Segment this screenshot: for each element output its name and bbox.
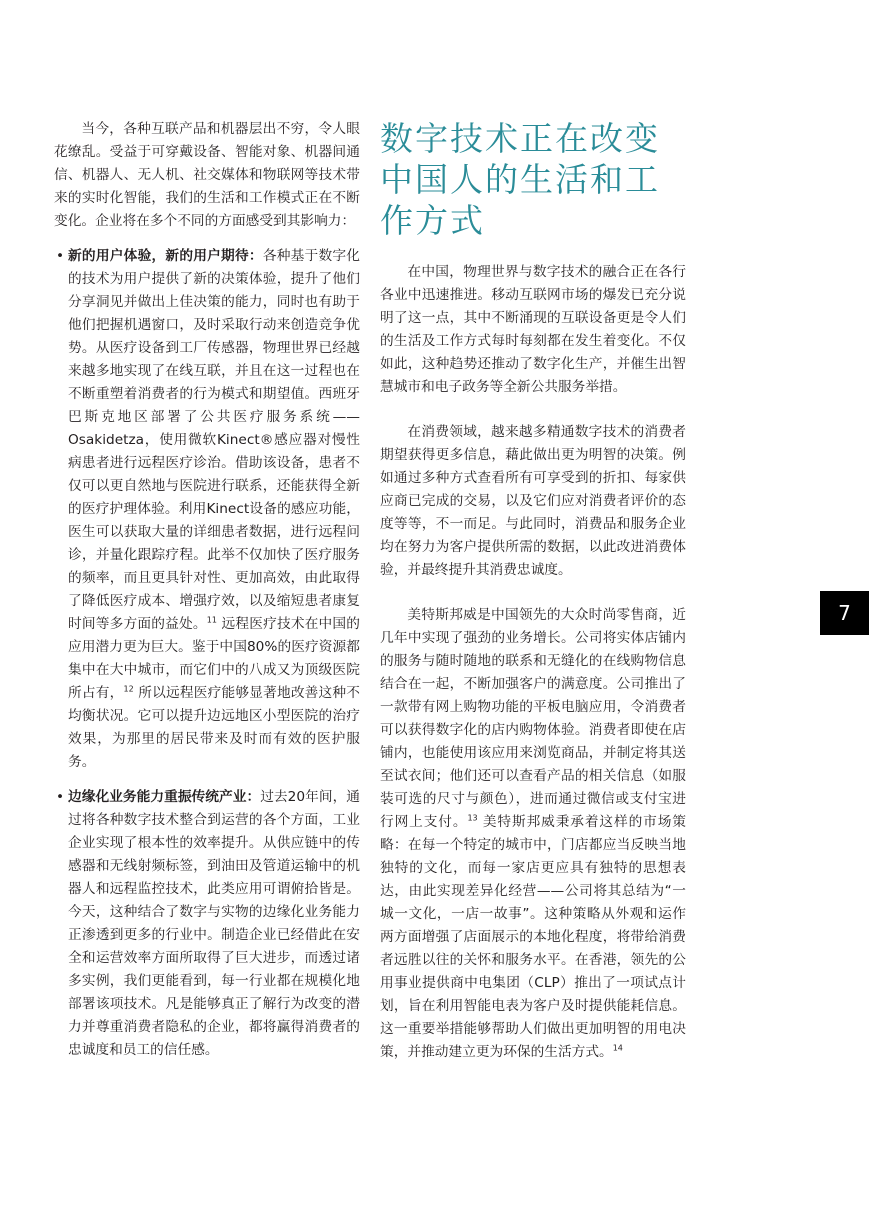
- bullet-item-user-experience: [54, 245, 360, 774]
- bullet-marker: •: [56, 248, 65, 264]
- bullet-text: 各种基于数字化的技术为用户提供了新的决策体验，提升了他们分享洞见并做出上佳决策的能力，同时也有助于他们把握机遇窗口，及时采取行动来创造竞争优势。从医疗设备到工厂传感器，物理世界已经越来越多地实现了在线互联，并且在这一过程也在不断重塑着消费者的行为模式和期望值。西班牙巴斯克地区部署了公共医疗服务系统——Osakidetza，使用微软Kinect®感应器对慢性病患者进行远程医疗诊治。借助该设备，患者不仅可以更自然地与医院进行联系，还能获得全新的医疗护理体验。利用Kinect设备的感应功能，医生可以获取大量的详细患者数据，进行远程问诊，并量化跟踪疗程。此举不仅加快了医疗服务的频率，而且更具针对性、更加高效，由此取得了降低医疗成本、增强疗效，以及缩短患者康复时间等多方面的益处。: [68, 248, 360, 632]
- bullet-title: 边缘化业务能力重振传统产业：: [68, 789, 261, 805]
- intro-paragraph: 当今，各种互联产品和机器层出不穷，令人眼花缭乱。受益于可穿戴设备、智能对象、机器间通信、机器人、无人机、社交媒体和物联网等技术带来的实时化智能，我们的生活和工作模式正在不断变化。企业将在多个不同的方面感受到其影响力：: [54, 121, 360, 229]
- paragraph-digital-integration: 在中国，物理世界与数字技术的融合正在各行各业中迅速推进。移动互联网市场的爆发已充分说明了这一点，其中不断涌现的互联设备更是令人们的生活及工作方式每时每刻都在发生着变化。不仅如此，这种趋势还推动了数字化生产，并催生出智慧城市和电子政务等全新公共服务举措。: [380, 264, 686, 395]
- left-column: [54, 118, 360, 1062]
- section-heading: 数字技术正在改变中国人的生活和工作方式: [380, 119, 660, 240]
- paragraph-metersbonwe: [380, 604, 686, 1064]
- bullet-paragraph: [68, 245, 360, 774]
- footnote-ref: 14: [612, 1043, 623, 1053]
- paragraph-text: 美特斯邦威是中国领先的大众时尚零售商，近几年中实现了强劲的业务增长。公司将实体店铺内的服务与随时随地的联系和无缝化的在线购物信息结合在一起，不断加强客户的满意度。公司推出了一款带有网上购物功能的平板电脑应用，令消费者可以获得数字化的店内购物体验。消费者即使在店铺内，也能使用该应用来浏览商品，并制定将其送至试衣间；他们还可以查看产品的相关信息（如服装可选的尺寸与颜色），进而通过微信或支付宝进行网上支付。: [380, 607, 686, 830]
- footnote-ref: 12: [123, 684, 134, 694]
- bullet-paragraph: [68, 786, 360, 1062]
- paragraph-consumer: 在消费领域，越来越多精通数字技术的消费者期望获得更多信息，藉此做出更为明智的决策。例如通过多种方式查看所有可享受到的折扣、每家供应商已完成的交易，以及它们应对消费者评价的态度等等，不一而足。与此同时，消费品和服务企业均在努力为客户提供所需的数据，以此改进消费体验，并最终提升其消费忠诚度。: [380, 424, 686, 578]
- bullet-marker: •: [56, 789, 65, 805]
- bullet-text: 过去20年间，通过将各种数字技术整合到运营的各个方面，工业企业实现了根本性的效率提升。从供应链中的传感器和无线射频标签，到油田及管道运输中的机器人和远程监控技术，此类应用可谓俯拾皆是。今天，这种结合了数字与实物的边缘化业务能力正渗透到更多的行业中。制造企业已经借此在安全和运营效率方面所取得了巨大进步，而透过诸多实例，我们更能看到，每一行业都在规模化地部署该项技术。凡是能够真正了解行为改变的潜力并尊重消费者隐私的企业，都将赢得消费者的忠诚度和员工的信任感。: [68, 789, 360, 1058]
- bullet-text: 所以远程医疗能够显著地改善这种不均衡状况。它可以提升边远地区小型医院的治疗效果，为那里的居民带来及时而有效的医护服务。: [68, 685, 360, 770]
- page-number-tab: [820, 591, 869, 635]
- right-column: [380, 118, 686, 1064]
- paragraph-text: 美特斯邦威秉承着这样的市场策略：在每一个特定的城市中，门店都应当反映当地独特的文化，而每一家店更应具有独特的思想表达，由此实现差异化经营——公司将其总结为“一城一文化，一店一故事”。这种策略从外观和运作两方面增强了店面展示的本地化程度，将带给消费者远胜以往的关怀和服务水平。在香港，领先的公用事业提供商中电集团（CLP）推出了一项试点计划，旨在利用智能电表为客户及时提供能耗信息。这一重要举措能够帮助人们做出更加明智的用电决策，并推动建立更为环保的生活方式。: [380, 814, 686, 1060]
- bullet-title: 新的用户体验，新的用户期待：: [68, 248, 263, 264]
- footnote-ref: 11: [206, 615, 217, 625]
- bullet-item-edge-capabilities: [54, 786, 360, 1062]
- page-number: 7: [838, 601, 851, 625]
- footnote-ref: 13: [467, 813, 478, 823]
- bullet-text: 远程医疗技术在中国的应用潜力更为巨大。鉴于中国80%的医疗资源都集中在大中城市，而它们中的八成又为顶级医院所占有，: [68, 616, 360, 701]
